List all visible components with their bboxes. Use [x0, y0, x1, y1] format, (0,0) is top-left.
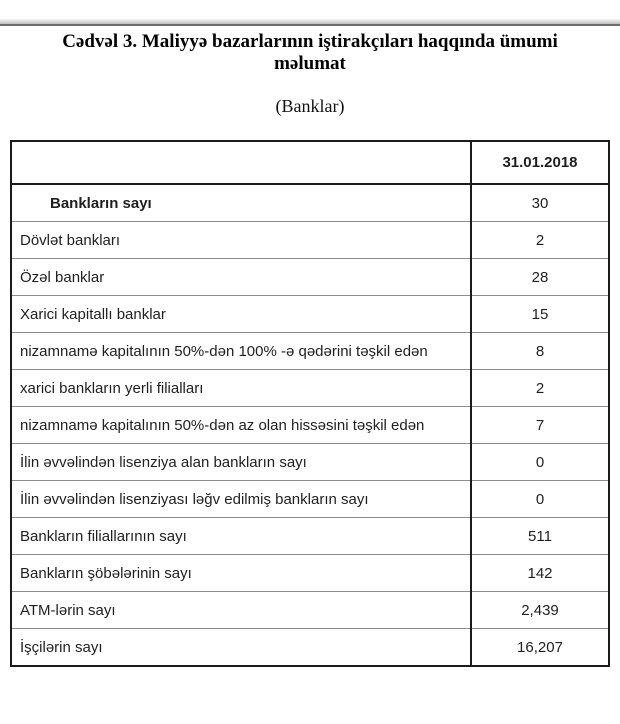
- row-value: 511: [471, 518, 609, 555]
- row-value: 2: [471, 222, 609, 259]
- table-row: [11, 629, 609, 667]
- header-empty-cell: [11, 141, 471, 184]
- row-value: 2,439: [471, 592, 609, 629]
- banks-table: [10, 140, 610, 667]
- row-value: 8: [471, 333, 609, 370]
- row-value: 0: [471, 481, 609, 518]
- page-title-line1: Cədvəl 3. Maliyyə bazarlarının iştirakçıları haqqında ümumi: [62, 31, 558, 52]
- table-row: [11, 370, 609, 407]
- row-label: İlin əvvəlindən lisenziyası ləğv edilmiş bankların sayı: [11, 481, 471, 518]
- row-label: nizamnamə kapitalının 50%-dən az olan hissəsini təşkil edən: [11, 407, 471, 444]
- row-label: xarici bankların yerli filialları: [11, 370, 471, 407]
- row-value: 30: [471, 184, 609, 222]
- row-label: İlin əvvəlindən lisenziya alan bankların sayı: [11, 444, 471, 481]
- page-subtitle: (Banklar): [275, 96, 345, 116]
- page-title-line2: məlumat: [274, 53, 346, 74]
- row-value: 0: [471, 444, 609, 481]
- table-row: [11, 555, 609, 592]
- table-row: [11, 444, 609, 481]
- header-date-cell: 31.01.2018: [471, 141, 609, 184]
- row-label: Dövlət bankları: [11, 222, 471, 259]
- row-value: 2: [471, 370, 609, 407]
- table-row: [11, 222, 609, 259]
- table-row: [11, 184, 609, 222]
- table-row: [11, 333, 609, 370]
- row-label: Özəl banklar: [11, 259, 471, 296]
- row-label: Bankların sayı: [11, 184, 471, 222]
- row-label: İşçilərin sayı: [11, 629, 471, 667]
- row-value: 16,207: [471, 629, 609, 667]
- table-row: [11, 592, 609, 629]
- table-row: [11, 481, 609, 518]
- row-label: Bankların filiallarının sayı: [11, 518, 471, 555]
- row-value: 15: [471, 296, 609, 333]
- table-row: [11, 407, 609, 444]
- row-label: Bankların şöbələrinin sayı: [11, 555, 471, 592]
- table-row: [11, 296, 609, 333]
- row-label: ATM-lərin sayı: [11, 592, 471, 629]
- row-value: 28: [471, 259, 609, 296]
- row-label: nizamnamə kapitalının 50%-dən 100% -ə qədərini təşkil edən: [11, 333, 471, 370]
- table-row: [11, 259, 609, 296]
- table-row: [11, 518, 609, 555]
- page-title: [20, 31, 600, 75]
- row-value: 7: [471, 407, 609, 444]
- row-value: 142: [471, 555, 609, 592]
- horizontal-rule: [0, 19, 620, 26]
- table-header-row: [11, 141, 609, 184]
- row-label: Xarici kapitallı banklar: [11, 296, 471, 333]
